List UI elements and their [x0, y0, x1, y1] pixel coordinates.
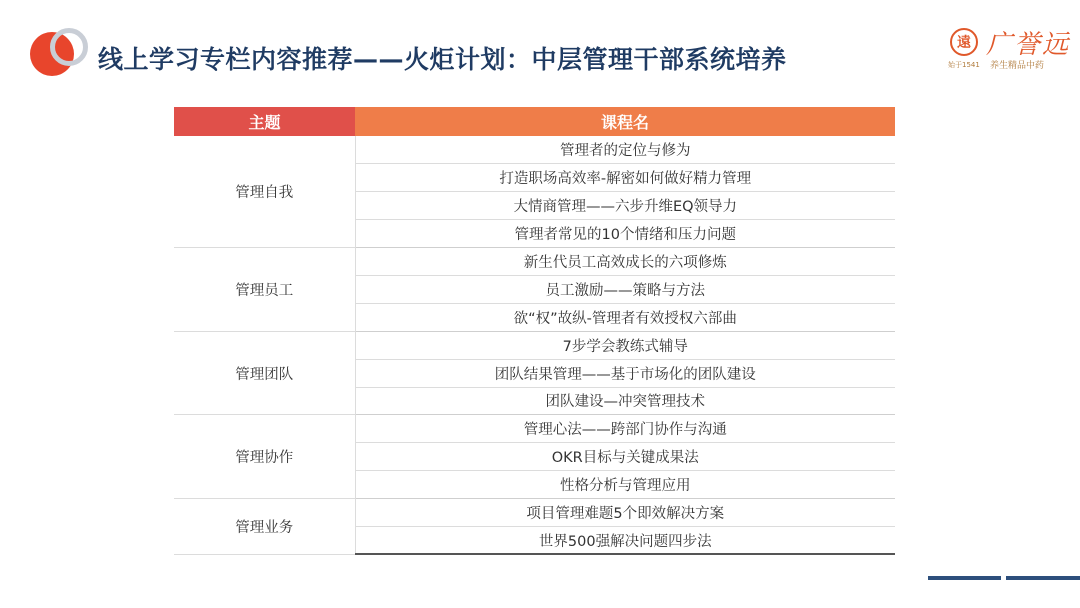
course-cell: OKR目标与关键成果法 — [355, 443, 895, 471]
topic-cell: 管理自我 — [174, 136, 355, 248]
logo-gray-ring — [50, 28, 88, 66]
topic-cell: 管理员工 — [174, 248, 355, 332]
course-cell: 员工激励——策略与方法 — [355, 275, 895, 303]
table-row — [174, 136, 895, 164]
course-cell: 性格分析与管理应用 — [355, 471, 895, 499]
topic-cell: 管理团队 — [174, 331, 355, 415]
course-cell: 团队建设—冲突管理技术 — [355, 387, 895, 415]
topic-cell: 管理协作 — [174, 415, 355, 499]
brand-slogan: 养生精品中药 — [990, 61, 1045, 71]
table-row — [174, 499, 895, 527]
course-cell: 新生代员工高效成长的六项修炼 — [355, 248, 895, 276]
course-cell: 管理者常见的10个情绪和压力问题 — [355, 220, 895, 248]
brand-name: 广誉远 — [986, 30, 1071, 60]
course-cell: 世界500强解决问题四步法 — [355, 526, 895, 554]
brand-logo — [946, 20, 1071, 72]
page-title: 线上学习专栏内容推荐——火炬计划：中层管理干部系统培养 — [98, 45, 787, 74]
course-cell: 打造职场高效率-解密如何做好精力管理 — [355, 164, 895, 192]
brand-founded: 始于1541 — [948, 61, 980, 69]
course-cell: 管理心法——跨部门协作与沟通 — [355, 415, 895, 443]
course-cell: 欲“权”故纵-管理者有效授权六部曲 — [355, 303, 895, 331]
table-header-row — [174, 107, 895, 136]
brand-seal-icon: 遠 — [950, 28, 978, 56]
table-row — [174, 415, 895, 443]
footer-bar — [1006, 576, 1080, 580]
header-topic: 主题 — [174, 107, 355, 136]
course-cell: 团队结果管理——基于市场化的团队建设 — [355, 359, 895, 387]
course-cell: 7步学会教练式辅导 — [355, 331, 895, 359]
course-cell: 大情商管理——六步升维EQ领导力 — [355, 192, 895, 220]
course-table — [174, 107, 895, 555]
topic-cell: 管理业务 — [174, 499, 355, 555]
logo-circles-icon — [28, 26, 88, 78]
table-body — [174, 136, 895, 554]
footer-bar — [928, 576, 1001, 580]
course-cell: 项目管理难题5个即效解决方案 — [355, 499, 895, 527]
header-course: 课程名 — [355, 107, 895, 136]
table-row — [174, 248, 895, 276]
table-row — [174, 331, 895, 359]
course-cell: 管理者的定位与修为 — [355, 136, 895, 164]
